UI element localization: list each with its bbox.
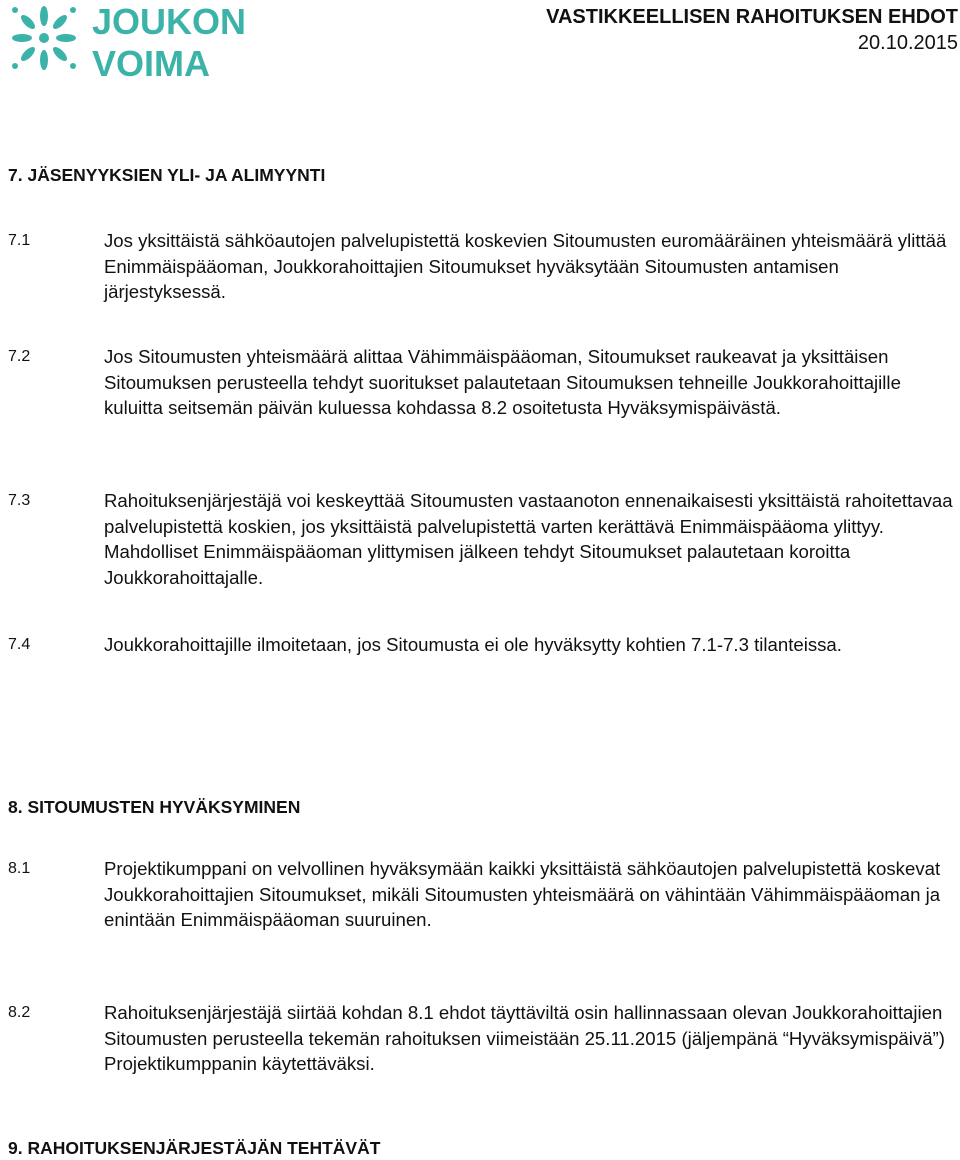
joukon-voima-logo [6, 0, 266, 84]
section-heading-9: 9. RAHOITUKSENJÄRJESTÄJÄN TEHTÄVÄT [8, 1138, 381, 1158]
item-number: 7.4 [8, 636, 31, 653]
item-text: Jos Sitoumusten yhteismäärä alittaa Vähimmäispääoman, Sitoumukset raukeavat ja yksittäisen Sitoumuksen perusteella tehdyt suoritukset palautetaan Sitoumuksen tehneille Joukkorahoittajille kuluitta seitsemän päivän kuluessa kohdassa 8.2 osoitetusta Hyväksymispäivästä. [104, 346, 901, 418]
section-heading-7: 7. JÄSENYYKSIEN YLI- JA ALIMYYNTI [8, 165, 326, 185]
item-number: 7.1 [8, 232, 31, 249]
item-text: Jos yksittäistä sähköautojen palvelupistettä koskevien Sitoumusten euromääräinen yhteismäärä ylittää Enimmäispääoman, Joukkorahoittajien Sitoumukset hyväksytään Sitoumusten antamisen järjestyksessä. [104, 230, 947, 302]
item-text: Rahoituksenjärjestäjä siirtää kohdan 8.1 ehdot täyttäviltä osin hallinnassaan olevan Joukkorahoittajien Sitoumusten perusteella tekemän rahoituksen viimeistään 25.11.2015 (jäljempänä “Hyväksymispäivä”) Projektikumppanin käytettäväksi. [104, 1002, 945, 1074]
star-emblem-icon [12, 6, 76, 70]
logo-text-line1: JOUKON [92, 1, 247, 42]
item-number: 7.3 [8, 492, 31, 509]
document-date: 20.10.2015 [857, 32, 958, 54]
item-number: 8.1 [8, 860, 31, 877]
item-text: Projektikumppani on velvollinen hyväksymään kaikki yksittäistä sähköautojen palvelupistettä koskevat Joukkorahoittajien Sitoumukset, mikäli Sitoumusten yhteismäärä on vähintään Vähimmäispääoman ja enintään Enimmäispääoman suuruinen. [104, 858, 941, 930]
logo-text-line2: VOIMA [92, 43, 211, 84]
document-title: VASTIKKEELLISEN RAHOITUKSEN EHDOT [546, 6, 958, 28]
item-number: 8.2 [8, 1004, 31, 1021]
item-text: Joukkorahoittajille ilmoitetaan, jos Sitoumusta ei ole hyväksytty kohtien 7.1-7.3 tilanteissa. [104, 634, 842, 655]
logo-mark-icon [6, 0, 266, 84]
item-number: 7.2 [8, 348, 31, 365]
item-text: Rahoituksenjärjestäjä voi keskeyttää Sitoumusten vastaanoton ennenaikaisesti yksittäistä rahoitettavaa palvelupistettä koskien, jos yksittäistä palvelupistettä varten kerättävä Enimmäispääoma ylittyy. Mahdolliset Enimmäispääoman ylittymisen jälkeen tehdyt Sitoumukset palautetaan koroitta Joukkorahoittajalle. [104, 490, 953, 588]
section-heading-8: 8. SITOUMUSTEN HYVÄKSYMINEN [8, 797, 301, 817]
